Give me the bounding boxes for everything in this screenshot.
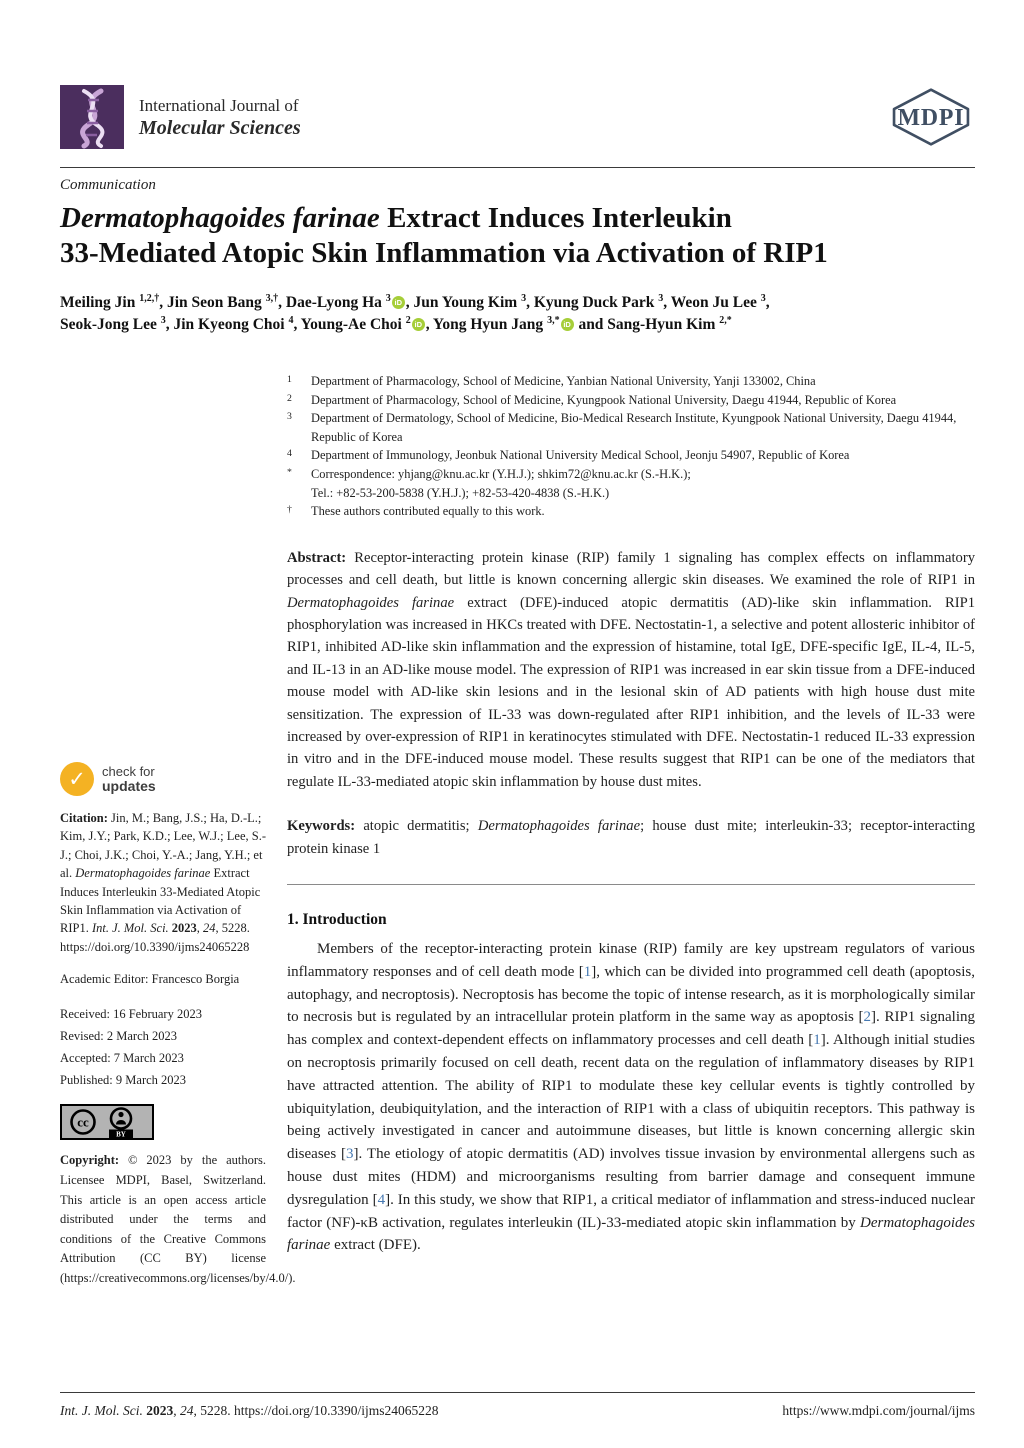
article-history xyxy=(60,1003,266,1092)
affiliation-marker: * xyxy=(287,466,292,478)
equal-contribution-row xyxy=(287,502,975,521)
affiliation-marker: † xyxy=(287,504,292,516)
footer-journal-url[interactable]: https://www.mdpi.com/journal/ijms xyxy=(782,1403,975,1418)
journal-dna-logo-icon xyxy=(60,85,124,149)
affiliation-marker: 2 xyxy=(287,392,292,404)
accepted-date: Accepted: 7 March 2023 xyxy=(60,1051,184,1066)
revised-date: Revised: 2 March 2023 xyxy=(60,1028,177,1043)
introduction-paragraph: Members of the receptor-interacting protein kinase (RIP) family are key upstream regulators of various inflammatory responses and of cell death mode [1], which can be divided into programmed cell death (apoptosis, autophagy, and necroptosis). Necroptosis has become the topic of intense research, as it is morphologically similar to necrosis but is regulated by an intracellular protein platform in the same way as apoptosis [2]. RIP1 signaling has complex and context-dependent effects on inflammatory processes and cell death [1]. Although initial studies on necroptosis primarily focused on cell death, recent data on the regulation of inflammatory diseases by RIP1 have attracted attention. The ability of RIP1 to modulate these key cellular events is tightly controlled by ubiquitylation, deubiquitylation, and the interaction of RIP1 with a class of ubiquitin receptors. This pathway is being actively investigated in cancer and autoimmune diseases, but little is known concerning allergic skin diseases [3]. The etiology of atopic dermatitis (AD) involves tissue invasion by environmental allergens such as house dust mites (HDM) and microorganisms resulting from barrier damage and consequent immune dysregulation [4]. In this study, we show that RIP1, a critical mediator of inflammation and stress-induced nuclear factor (NF)-κB activation, regulates interleukin (IL)-33-mediated atopic skin inflammation by Dermatophagoides farinae extract (DFE). xyxy=(287,941,976,1254)
article-title: Dermatophagoides farinae Extract Induces Interleukin 33-Mediated Atopic Skin Inflammation via Activation of RIP1 xyxy=(60,202,828,269)
reference-link[interactable]: 3 xyxy=(346,1146,354,1163)
affiliation-text: Department of Pharmacology, School of Medicine, Kyungpook National University, Daegu 41944, Republic of Korea xyxy=(311,392,897,407)
received-date: Received: 16 February 2023 xyxy=(60,1006,202,1021)
journal-name xyxy=(139,95,301,140)
check-for-updates-button[interactable] xyxy=(60,762,190,796)
abstract: Abstract: Receptor-interacting protein kinase (RIP) family 1 signaling has complex effects on inflammatory processes and cell death, but little is known concerning allergic skin diseases. We examined the role of RIP1 in Dermatophagoides farinae extract (DFE)-induced atopic dermatitis (AD)-like skin inflammation. RIP1 phosphorylation was increased in HKCs treated with DFE. Nectostatin-1, a selective and potent allosteric inhibitor of RIP1, inhibited AD-like skin inflammation and the expression of histamine, total IgE, DFE-specific IgE, IL-4, IL-5, and IL-13 in an AD-like mouse model. The expression of RIP1 was increased in ear skin tissue from a DFE-induced mouse model with AD-like skin lesions and in the lesional skin of AD patients with high house dust mite sensitization. The expression of IL-33 was down-regulated after RIP1 inhibition, and the levels of IL-33 were increased by over-expression of RIP1 in keratinocytes stimulated with DFE. Nectostatin-1 reduced IL-33 expression in vitro and in the DFE-induced mouse model. These results suggest that RIP1 can be one of the mediators that regulate IL-33-mediated atopic skin inflammation by house dust mites. xyxy=(287,549,975,790)
reference-link[interactable]: 4 xyxy=(377,1191,386,1208)
academic-editor: Academic Editor: Francesco Borgia xyxy=(60,972,240,987)
person-icon xyxy=(111,1109,131,1129)
page-header xyxy=(60,85,975,149)
published-date: Published: 9 March 2023 xyxy=(60,1073,187,1088)
affiliation-marker: 1 xyxy=(287,374,292,385)
article-type: Communication xyxy=(60,177,156,193)
affiliation-row xyxy=(287,409,975,446)
journal-name-line2: Molecular Sciences xyxy=(139,116,301,139)
orcid-icon[interactable]: iD xyxy=(561,318,574,331)
reference-link[interactable]: 2 xyxy=(863,1009,872,1026)
introduction-heading: 1. Introduction xyxy=(287,911,387,929)
svg-text:BY: BY xyxy=(116,1130,126,1139)
affiliations-block xyxy=(287,372,975,521)
correspondence-row xyxy=(287,465,975,502)
sidebar xyxy=(60,762,296,1289)
equal-contribution-text: These authors contributed equally to this work. xyxy=(311,504,545,519)
check-icon: ✓ xyxy=(60,762,94,796)
header-rule xyxy=(60,167,975,168)
check-for-updates-label: check for updates xyxy=(102,763,156,794)
mdpi-logo-icon[interactable] xyxy=(887,86,975,148)
affiliation-row xyxy=(287,372,975,391)
copyright-notice: Copyright: © 2023 by the authors. Licensee MDPI, Basel, Switzerland. This article is an open access article distributed under the terms and conditions of the Creative Commons Attribution (CC BY) license (https://creativecommons.org/licenses/by/4.0/). xyxy=(60,1153,296,1286)
footer-citation: Int. J. Mol. Sci. 2023, 24, 5228. https://doi.org/10.3390/ijms24065228 xyxy=(60,1403,439,1418)
keywords: Keywords: atopic dermatitis; Dermatophagoides farinae; house dust mite; interleukin-33; receptor-interacting protein kinase 1 xyxy=(287,818,976,857)
mdpi-logo-text: MDPI xyxy=(897,104,965,131)
affiliation-marker: 4 xyxy=(287,448,292,460)
page-footer xyxy=(60,1392,975,1419)
affiliation-text: Department of Pharmacology, School of Medicine, Yanbian National University, Yanji 133002, China xyxy=(311,374,816,388)
reference-link[interactable]: 1 xyxy=(813,1032,821,1049)
orcid-icon[interactable]: iD xyxy=(412,318,425,331)
cc-by-license-badge[interactable] xyxy=(60,1104,154,1140)
citation-block: Citation: Jin, M.; Bang, J.S.; Ha, D.-L.; Kim, J.Y.; Park, K.D.; Lee, W.J.; Lee, S.-J.; Choi, J.K.; Choi, Y.-A.; Jang, Y.H.; et al. Dermatophagoides farinae Extract Induces Interleukin 33-Mediated Atopic Skin Inflammation via Activation of RIP1. Int. J. Mol. Sci. 2023, 24, 5228. https://doi.org/10.3390/ijms24065228 xyxy=(60,811,267,954)
journal-name-line1: International Journal of xyxy=(139,95,299,115)
correspondence-text: Correspondence: yhjang@knu.ac.kr (Y.H.J.); shkim72@knu.ac.kr (S.-H.K.); Tel.: +82-53-200-5838 (Y.H.J.); +82-53-420-4838 (S.-H.K.) xyxy=(311,466,691,500)
reference-link[interactable]: 1 xyxy=(583,963,592,980)
affiliation-row xyxy=(287,391,975,410)
author-list: Meiling Jin $^{1,2,\dagger}$, Jin Seon Bang $^{3,\dagger}$, Dae-Lyong Ha $^3$ iD , Jun Young Kim $^3$, Kyung Duck Park $^3$, Weon Ju Lee $^3$, Seok-Jong Lee $^3$, Jin Kyeong Choi $^4$, Young-Ae Choi $^2$ iD , Yong Hyun Jang $^{3,*}$ iD and Sang-Hyun Kim $^{2,*}$ xyxy=(60,292,770,333)
orcid-icon[interactable]: iD xyxy=(392,296,405,309)
affiliation-marker: 3 xyxy=(287,411,292,423)
section-divider xyxy=(287,884,975,885)
svg-text:cc: cc xyxy=(77,1114,89,1130)
affiliation-text: Department of Dermatology, School of Medicine, Bio-Medical Research Institute, Kyungpook National University, Daegu 41944, Republic of Korea xyxy=(311,411,957,444)
affiliation-text: Department of Immunology, Jeonbuk National University Medical School, Jeonju 54907, Republic of Korea xyxy=(311,448,850,463)
affiliation-row xyxy=(287,446,975,465)
